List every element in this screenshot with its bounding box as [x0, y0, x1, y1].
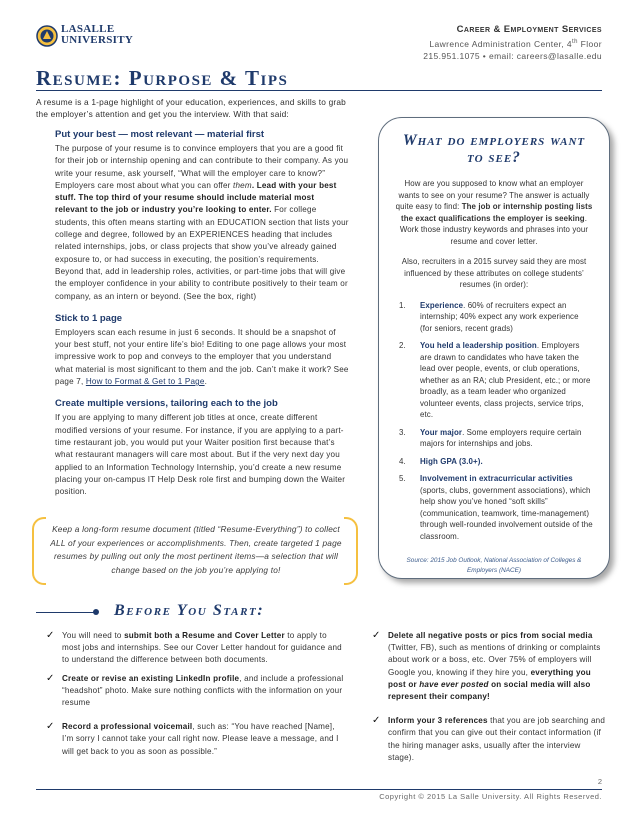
copyright-text: Copyright © 2015 La Salle University. All Rights Reserved.	[379, 792, 602, 801]
section-body: Employers scan each resume in just 6 seconds. It should be a snapshot of your best stuff, not your entire life’s bio! Editing to one page allows your most impressive work to pop and conveys to the employer that you understand what material is most significant to them and the job. Can’t make it work? See page 7, How to Format & Get to 1 Page.	[55, 327, 349, 387]
office-contact: 215.951.1075 • email: careers@lasalle.edu	[423, 50, 602, 61]
page-title: Resume: Purpose & Tips	[36, 66, 289, 90]
checkmark-icon: ✓	[46, 721, 55, 733]
section-heading: Stick to 1 page	[55, 312, 123, 324]
university-logo	[36, 24, 132, 50]
section-multiple-versions	[55, 398, 349, 498]
bullet-dot-icon	[93, 609, 99, 615]
list-item: 2. You held a leadership position. Employers are drawn to candidates who have taken the lead over people, events, or club operations, whether as an RA; club President, etc.; or more broadly, as a team leader who organized volunteer events, class projects, service trips, etc.	[399, 341, 591, 419]
checklist-left	[46, 630, 346, 758]
section-divider	[36, 612, 94, 613]
callout-bracket-right	[344, 517, 358, 585]
office-name: Career & Employment Services	[456, 24, 602, 35]
checkmark-icon: ✓	[46, 672, 55, 684]
logo-line1: LASALLE	[61, 23, 115, 35]
intro-paragraph: A resume is a 1-page highlight of your education, experiences, and skills to grab the employer’s attention and get you the interview. With that said:	[36, 97, 346, 120]
section-heading: Put your best — most relevant — material first	[55, 129, 265, 140]
checklist-item: ✓ Record a professional voicemail, such as: “You have reached [Name], I’m sorry I cannot take your call right now. Please leave a message, and I will get back to you as soon as possible.”	[46, 721, 339, 756]
office-info	[423, 24, 602, 62]
page-number: 2	[597, 777, 602, 786]
checklist-item: ✓ Create or revise an existing LinkedIn profile, and include a professional “headshot” photo. Make sure nothing conflicts with the information on your resume	[46, 672, 344, 708]
tips-column	[55, 129, 349, 508]
attribute-list	[395, 300, 593, 543]
sidebar-intro: How are you supposed to know what an employer wants to see on your resume? The answer is actually quite easy to find: The job or internship posting lists the exact qualifications the employer is seeking. Work those industry keywords and phrases into your resume and cover letter.	[395, 179, 593, 246]
list-item: 4. High GPA (3.0+).	[399, 456, 483, 466]
footer-divider	[36, 789, 602, 790]
checkmark-icon: ✓	[46, 630, 55, 641]
logo-line2: UNIVERSITY	[61, 34, 134, 46]
checkmark-icon: ✓	[372, 715, 381, 727]
section-heading: Create multiple versions, tailoring each to the job	[55, 398, 278, 410]
employers-sidebar	[378, 117, 610, 579]
sidebar-title: What do employers want to see?	[402, 132, 586, 166]
section-body: The purpose of your resume is to convince employers that you are a good fit for their job or internship opening and can contribute to their company. As you write your resume, ask yourself, “What will the employer care to know?” Employers care most about what you can offer them. Lead with your best stuff. The top third of your resume should include material most relevant to the job or industry you’re looking to enter. For college students, this often means starting with an EDUCATION section that lists your college and degree, followed by an EXPERIENCES heading that includes related internships, jobs, or class projects that show you’ve already gained exposure to, or had success in executing, the position’s requirements. Beyond that, add in leadership roles, activities, or part-time jobs that will give the employer confidence in your ability to contribute positively to their team or company, as an intern or beyond. (See the box, right)	[55, 144, 349, 301]
callout-bracket-left	[32, 517, 46, 585]
sidebar-source: Source: 2015 Job Outlook, National Association of Colleges & Employers (NACE)	[406, 557, 582, 574]
checklist-right	[372, 630, 608, 764]
section-body: If you are applying to many different job titles at once, create different modified versions of your resume. For instance, if you are applying to a part-time restaurant job, you would put your Waiter position first because that’s what restaurant managers will care most about. But if the very next day you applied to an Information Technology Internship, you’d create a new resume placing your on-campus IT Help Desk role first and bumping down the Waiter position.	[55, 413, 346, 497]
checklist-item: ✓ Inform your 3 references that you are job searching and confirm that you can give out their contact information (if the hiring manager asks, usually after the interview stage).	[372, 715, 606, 762]
sidebar-survey-text: Also, recruiters in a 2015 survey said they are most influenced by these attributes on college students’ resumes (in order):	[401, 257, 587, 289]
list-item: 1. Experience. 60% of recruiters expect an internship; 40% expect any work experience (for seniors, recent grads)	[399, 300, 579, 333]
logo-wordmark	[61, 24, 133, 46]
callout-text: Keep a long-form resume document (titled “Resume-Everything”) to collect ALL of your experiences or accomplishments. Then, create targeted 1 page resumes by pulling out only the most pertinent items—a selection that will change based on the job you’re applying to!	[50, 524, 342, 575]
section-one-page	[55, 313, 349, 388]
section-best-material	[55, 129, 349, 303]
lasalle-seal-icon	[36, 25, 58, 47]
checklist-item: ✓ Delete all negative posts or pics from social media (Twitter, FB), such as mentions of drinking or complaints about work or a boss, etc. Over 75% of employers will Google you, knowing if they hire you, everything you post or have ever posted on social media will also represent their company!	[372, 630, 601, 702]
tip-callout	[32, 517, 358, 585]
checklist-item: ✓ You will need to submit both a Resume and Cover Letter to apply to most jobs and internships. See our Cover Letter handout for guidance and to understand the difference between both documents.	[46, 630, 342, 665]
format-guide-link[interactable]: How to Format & Get to 1 Page	[85, 377, 205, 387]
office-address: Lawrence Administration Center, 4th Floor	[429, 38, 602, 49]
before-you-start-title: Before You Start:	[114, 602, 265, 619]
title-divider	[36, 90, 602, 91]
checkmark-icon: ✓	[372, 630, 381, 641]
list-item: 5. Involvement in extracurricular activities (sports, clubs, government associations), which help show you’ve honed “soft skills” (communication, teamwork, time-management) through well-rounded involvement outside of the classroom.	[399, 474, 593, 541]
list-item: 3. Your major. Some employers require certain majors for internships and jobs.	[399, 427, 582, 448]
